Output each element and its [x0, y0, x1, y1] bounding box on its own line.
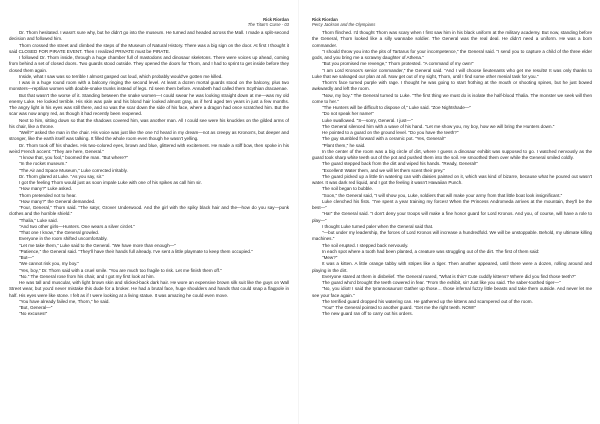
paragraph: I followed Dr. Thorn inside, through a huge chamber full of mastodons and dinosaur skeletons. There were voices up ahead, coming from behind a set of closed doors. Two guards stood outside. They opened the doors for Thorn, and I had to sprint to get inside before they closed them again. [9, 55, 289, 73]
paragraph: Everyone stared at them in disbelief. The General roared, "What is this? Cute cuddly kittens? Where did you find those teeth?" [322, 273, 576, 279]
paragraph: "I know that, you fool," boomed the man. "But where?" [19, 155, 129, 160]
paragraph: "Let me take them," Luke said to the General. "We have more than enough—" [19, 242, 176, 248]
paragraph: Dr. Thorn took off his shades. His two-colored eyes, brown and blue, glittered with excitement. He made a stiff bow, then spoke in his weird French accent: "They are here, General." [9, 142, 289, 154]
paragraph: The guard who'd brought the teeth cowered in fear. "From the exhibit, sir! Just like you said. The saber-toothed tiger—" [322, 280, 561, 285]
paragraph: "How many?" the General demanded. [19, 198, 96, 204]
paragraph: He pointed to a guard on the ground level. "Do you have the teeth?" [322, 130, 459, 135]
right-page-body [312, 30, 592, 417]
paragraph: "Ha!" the General said. "I don't deny your troops will make a fine honor guard for Lord Kronos. And you, of course, will have a role to play—" [312, 211, 592, 223]
paragraph: "Excellent! Water them, and we will let them scent their prey." [322, 167, 446, 173]
left-header-subtitle: The Titan's Curse - 03 [247, 22, 289, 27]
paragraph: "Patience," the General said. "They'll have their hands full already. I've sent a little playmate to keep them occupied." [19, 248, 253, 254]
left-header-author: Rick Riordan [263, 17, 289, 22]
paragraph: "How many?" Luke asked. [19, 186, 73, 192]
paragraph: "But you promised me revenge," Thorn protested. "A command of my own!" [322, 61, 474, 67]
paragraph: "We cannot risk you, my boy." [19, 261, 79, 267]
paragraph: Inside, what I saw was so terrible I almost gasped out loud, which probably would've gotten me killed. [19, 73, 223, 79]
paragraph: "But—" [19, 255, 34, 260]
paragraph: "Plant them," he said. [322, 142, 366, 148]
paragraph: "I should throw you into the pits of Tartarus for your incompetence," the General said. "I send you to capture a child of the three elder gods, and you bring me a scrawny daughter of Athena." [312, 48, 592, 60]
paragraph: He was tall and muscular, with light brown skin and slicked-back dark hair. He wore an expensive brown silk suit like the guys on Wall Street wear, but you'd never mistake this dude for a broker. He had a brutal face, huge shoulders and hands that could snap a flagpole in half. His eyes were like stone. I felt as if I were looking at a living statue. It was amazing he could even move. [9, 280, 289, 298]
left-page-body [9, 30, 289, 417]
paragraph: But that wasn't the worse of it. Standing between the snake women—I could swear he was looking straight down at me—was my old enemy Luke. He looked terrible. His skin was pale and his blond hair looked almost gray, as if he'd aged ten years in just a few months. The angry light in his eyes was still there, and so was the scar down the side of his face, where a dragon had once scratched him. But the scar was now angry red, as though it had recently been reopened. [9, 92, 289, 117]
paragraph: The soil began to bubble. [322, 186, 374, 192]
paragraph: The guard picked up a little tin watering can with daisies painted on it, which was kind of bizarre, because what he poured out wasn't water. It was dark red liquid, and I got the feeling it wasn't Hawaiian Punch. [312, 173, 592, 185]
paragraph: In the center of the room was a big circle of dirt, where I guess a dinosaur exhibit was supposed to go. I watched nervously as the guard took sharp white teeth out of the pot and pushed them into the soil. He smoothed them over while the General smiled coldly. [312, 148, 592, 160]
paragraph: "The Air and Space Museum," Luke corrected irritably. [19, 167, 128, 173]
left-page [9, 17, 289, 417]
paragraph: The soil erupted. I stepped back nervously. [322, 242, 409, 248]
paragraph: "I am Lord Kronos's senior commander," the General said. "And I will choose lieutenants who get me results! It was only thanks to Luke that we salvaged our plan at all. Now get out of my sight, Thorn, until I find some other menial task for you." [312, 67, 592, 79]
paragraph: The General silenced him with a wave of his hand. "Let me show you, my boy, how we will bring the Hunters down." [322, 123, 555, 129]
paragraph: Next to him, sitting down so that the shadows covered him, was another man. All I could see were his knuckles on the gilded arms of his chair, like a throne. [9, 117, 289, 129]
paragraph: "The Hunters will be difficult to dispose of," Luke said. "Zoe Nightshade—" [322, 105, 471, 110]
paragraph: Thorn crossed the street and climbed the steps of the Museum of Natural History. There was a big sign on the door. At first I thought it said CLOSED FOR PIRATE EVENT. Then I realized PRIVATE must be PIRATE. [9, 42, 289, 54]
right-page [312, 17, 592, 417]
paragraph: I was in a huge round room with a balcony ringing the second level. At least a dozen mortal guards stood on the balcony, plus two monsters—reptilian women with double-snake trunks instead of legs. I'd seen them before. Annabeth had called them Scythian dracaenae. [9, 80, 289, 92]
paragraph: "Do not speak her name!" [322, 111, 374, 117]
paragraph: The guy stumbled forward with a ceramic pot. "Yes, General!" [322, 136, 446, 142]
paragraph: "No excuses!" [19, 311, 48, 317]
paragraph: Thorn's face turned purple with rage. I thought he was going to start frothing at the mouth or shooting spines, but he just bowed awkwardly and left the room. [312, 80, 592, 92]
paragraph: Dr. Thorn hesitated. I wasn't sure why, but he didn't go into the museum. He turned and headed across the Mall. I made a split-second decision and followed him. [9, 30, 289, 42]
left-page-header [9, 17, 289, 27]
paragraph: "No." The General rose from his chair, and I got my first look at him. [19, 273, 155, 279]
right-header-subtitle: Percy Jackson and the Olympians [312, 22, 376, 27]
paragraph: "Four, General," Thorn said. "The satyr, Grover Underwood. And the girl with the spiky black hair and the—how do you say—punk clothes and the horrible shield." [9, 205, 289, 217]
paragraph: It was a kitten. A little orange tabby with stripes like a tiger. Then another appeared, until there were a dozen, rolling around and playing in the dirt. [312, 261, 592, 273]
paragraph: "In the rocket museum." [19, 161, 68, 167]
paragraph: "Now, my boy." The General turned to Luke. "The first thing we must do is isolate the half-blood Thalia. The monster we seek will then come to her." [312, 92, 592, 104]
paragraph: "Mew?" [322, 255, 338, 260]
page-gutter [298, 0, 299, 424]
paragraph: Luke swallowed. "S—sorry, General. I just—" [322, 117, 413, 123]
paragraph: The guard stepped back from the dirt and wiped his hands. "Ready, General!" [322, 161, 478, 167]
paragraph: Luke clenched his fists. "I've spent a year training my forces! When the Princess Andromeda arrives at the mountain, they'll be the best—" [312, 198, 592, 210]
paragraph: I thought Luke turned paler when the General said that. [322, 223, 434, 229]
paragraph: "Soon," the General said, "I will show you, Luke, soldiers that will make your army from that little boat look insignificant." [322, 192, 563, 198]
paragraph: Thorn pretended not to hear. [19, 192, 77, 198]
right-header-author: Rick Riordan [312, 17, 338, 22]
paragraph: "Yes, boy," Dr. Thorn said with a cruel smile. "You are much too fragile to risk. Let me finish them off." [19, 267, 222, 273]
right-page-header [312, 17, 592, 27]
paragraph: The new guard ran off to carry out his orders. [322, 311, 413, 317]
paragraph: I got the feeling Thorn would just as soon impale Luke with one of his spikes as call him sir. [19, 180, 202, 185]
paragraph: Everyone in the room shifted uncomfortably. [19, 236, 108, 242]
paragraph: Thorn flinched. I'd thought Thorn was scary when I first saw him in his black uniform at the military academy. But now, standing before the General, Thorn looked like a silly wannabe soldier. The General was the real deal. He didn't need a uniform. He was a born commander. [312, 30, 592, 48]
paragraph: "Well?" asked the man in the chair. His voice was just like the one I'd heard in my dream—not as creepy as Kronos's, but deeper and stronger, like the earth itself was talking. It filled the whole room even though he wasn't yelling. [9, 130, 289, 142]
paragraph: "You!" The General pointed to another guard. "Get me the right teeth. NOW!" [322, 305, 477, 310]
paragraph: "Thalia," Luke said. [19, 217, 58, 223]
paragraph: "No, you idiot! I said the tyrannosaurus! Gather up those… those infernal fuzzy little beasts and take them outside. And never let me see your face again." [312, 286, 592, 298]
paragraph: "You have already failed me, Thorn," he said. [19, 298, 110, 304]
paragraph: Dr. Thorn glared at Luke. "As you say, sir." [19, 173, 104, 179]
paragraph: "That one I know," the General growled. [19, 230, 100, 235]
paragraph: In each spot where a tooth had been planted, a creature was struggling out of the dirt. The first of them said: [322, 248, 540, 254]
paragraph: "But, General—" [19, 305, 53, 310]
paragraph: "And two other girls—Hunters. One wears a silver circlet." [19, 223, 135, 229]
paragraph: "—but under my leadership, the forces of Lord Kronos will increase a hundredfold. We will be unstoppable. Behold, my ultimate killing machines." [312, 230, 592, 242]
paragraph: The terrified guard dropped his watering can. He gathered up the kittens and scampered out of the room. [322, 298, 533, 304]
